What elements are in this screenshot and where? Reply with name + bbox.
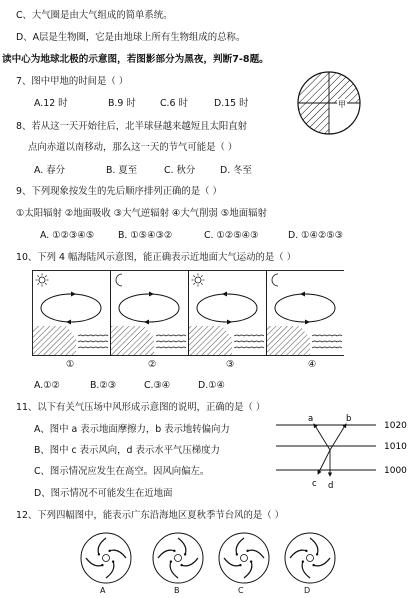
q9-items: ①太阳辐射 ②地面吸收 ③大气逆辐射 ④大气削弱 ⑤地面辐射 bbox=[16, 208, 267, 219]
q8-option-b: B. 夏至 bbox=[106, 165, 138, 176]
q7-option-b: B.9 时 bbox=[108, 98, 136, 109]
q10-option-b: B.②③ bbox=[90, 380, 117, 391]
q11-stem: 11、以下有关气压场中风形成示意图的说明，正确的是（ ） bbox=[16, 402, 266, 413]
q10-option-d: D.①④ bbox=[198, 380, 226, 391]
sea-land-breeze-panel-2 bbox=[111, 271, 189, 356]
typhoon-diagram-a bbox=[81, 533, 131, 583]
vector-b-label: b bbox=[346, 414, 352, 424]
sea-land-breeze-panel-3 bbox=[189, 271, 267, 356]
q12-stem: 12、下列四幅图中，能表示广东沿海地区夏秋季节台风的是（ ） bbox=[16, 510, 285, 521]
q9-stem: 9、下列现象按发生的先后顺序排列正确的是（ ） bbox=[16, 186, 222, 197]
q9-option-d: D. ①④②⑤③ bbox=[288, 230, 344, 241]
q6-option-d: D、A层是生物圈，它是由地球上所有生物组成的总称。 bbox=[16, 32, 246, 43]
pressure-field-figure bbox=[272, 412, 412, 498]
point-jia-label: 甲 bbox=[338, 100, 346, 109]
q12-figure-label-b: B bbox=[174, 586, 180, 595]
section-intro: 读中心为地球北极的示意图，若图影部分为黑夜，判断7-8题。 bbox=[2, 54, 269, 65]
q10-figure-label-3: ③ bbox=[226, 359, 235, 370]
vector-d-label: d bbox=[328, 481, 334, 491]
q8-stem-line1: 8、若从这一天开始往后，北半球昼越来越短且太阳直射 bbox=[16, 121, 247, 132]
typhoon-diagram-c bbox=[219, 533, 269, 583]
isobar-1010: 1010 bbox=[384, 442, 407, 452]
vector-c-label: c bbox=[312, 479, 317, 489]
q11-option-d: D、图示情况不可能发生在近地面 bbox=[34, 488, 173, 499]
typhoon-diagram-d bbox=[285, 533, 335, 583]
q10-option-a: A.①② bbox=[34, 380, 61, 391]
q9-option-b: B. ①⑤④③② bbox=[118, 230, 173, 241]
q10-figure-label-2: ② bbox=[148, 359, 157, 370]
vector-a-label: a bbox=[308, 414, 314, 424]
q12-figure-label-c: C bbox=[238, 586, 244, 595]
q7-option-d: D.15 时 bbox=[214, 98, 249, 109]
q8-option-a: A. 春分 bbox=[34, 165, 65, 176]
q10-figure-label-1: ① bbox=[66, 359, 75, 370]
isobar-1000: 1000 bbox=[384, 466, 407, 476]
q8-option-c: C. 秋分 bbox=[164, 165, 196, 176]
q10-stem: 10、下列 4 幅海陆风示意图，能正确表示近地面大气运动的是（ ） bbox=[16, 252, 296, 263]
q10-option-c: C.③④ bbox=[144, 380, 171, 391]
isobar-1020: 1020 bbox=[384, 421, 407, 431]
north-pole-globe-figure bbox=[296, 70, 362, 136]
q7-stem: 7、图中甲地的时间是（ ） bbox=[16, 76, 129, 87]
q9-option-c: C. ①②⑤④③ bbox=[204, 230, 259, 241]
q8-option-d: D. 冬至 bbox=[220, 165, 252, 176]
sea-land-breeze-panel-1 bbox=[33, 271, 111, 356]
q11-option-b: B、图中 c 表示风向，d 表示水平气压梯度力 bbox=[34, 445, 220, 456]
sea-land-breeze-panel-4 bbox=[267, 271, 345, 356]
q6-option-c: C、大气圈是由大气组成的简单系统。 bbox=[16, 10, 173, 21]
q9-option-a: A. ①②③④⑤ bbox=[40, 230, 95, 241]
q11-option-a: A、图中 a 表示地面摩擦力，b 表示地转偏向力 bbox=[34, 424, 230, 435]
q12-figure-label-a: A bbox=[100, 586, 106, 595]
q7-option-c: C.6 时 bbox=[160, 98, 188, 109]
typhoon-diagram-b bbox=[153, 533, 203, 583]
q12-figure-label-d: D bbox=[304, 586, 311, 595]
sea-land-breeze-figures bbox=[32, 270, 344, 358]
q10-figure-label-4: ④ bbox=[308, 359, 317, 370]
q11-option-c: C、图示情况应发生在高空。因风向偏左。 bbox=[34, 466, 210, 477]
q7-option-a: A.12 时 bbox=[34, 98, 68, 109]
q8-stem-line2: 点向赤道以南移动，那么这一天的节气可能是（ ） bbox=[28, 142, 238, 153]
